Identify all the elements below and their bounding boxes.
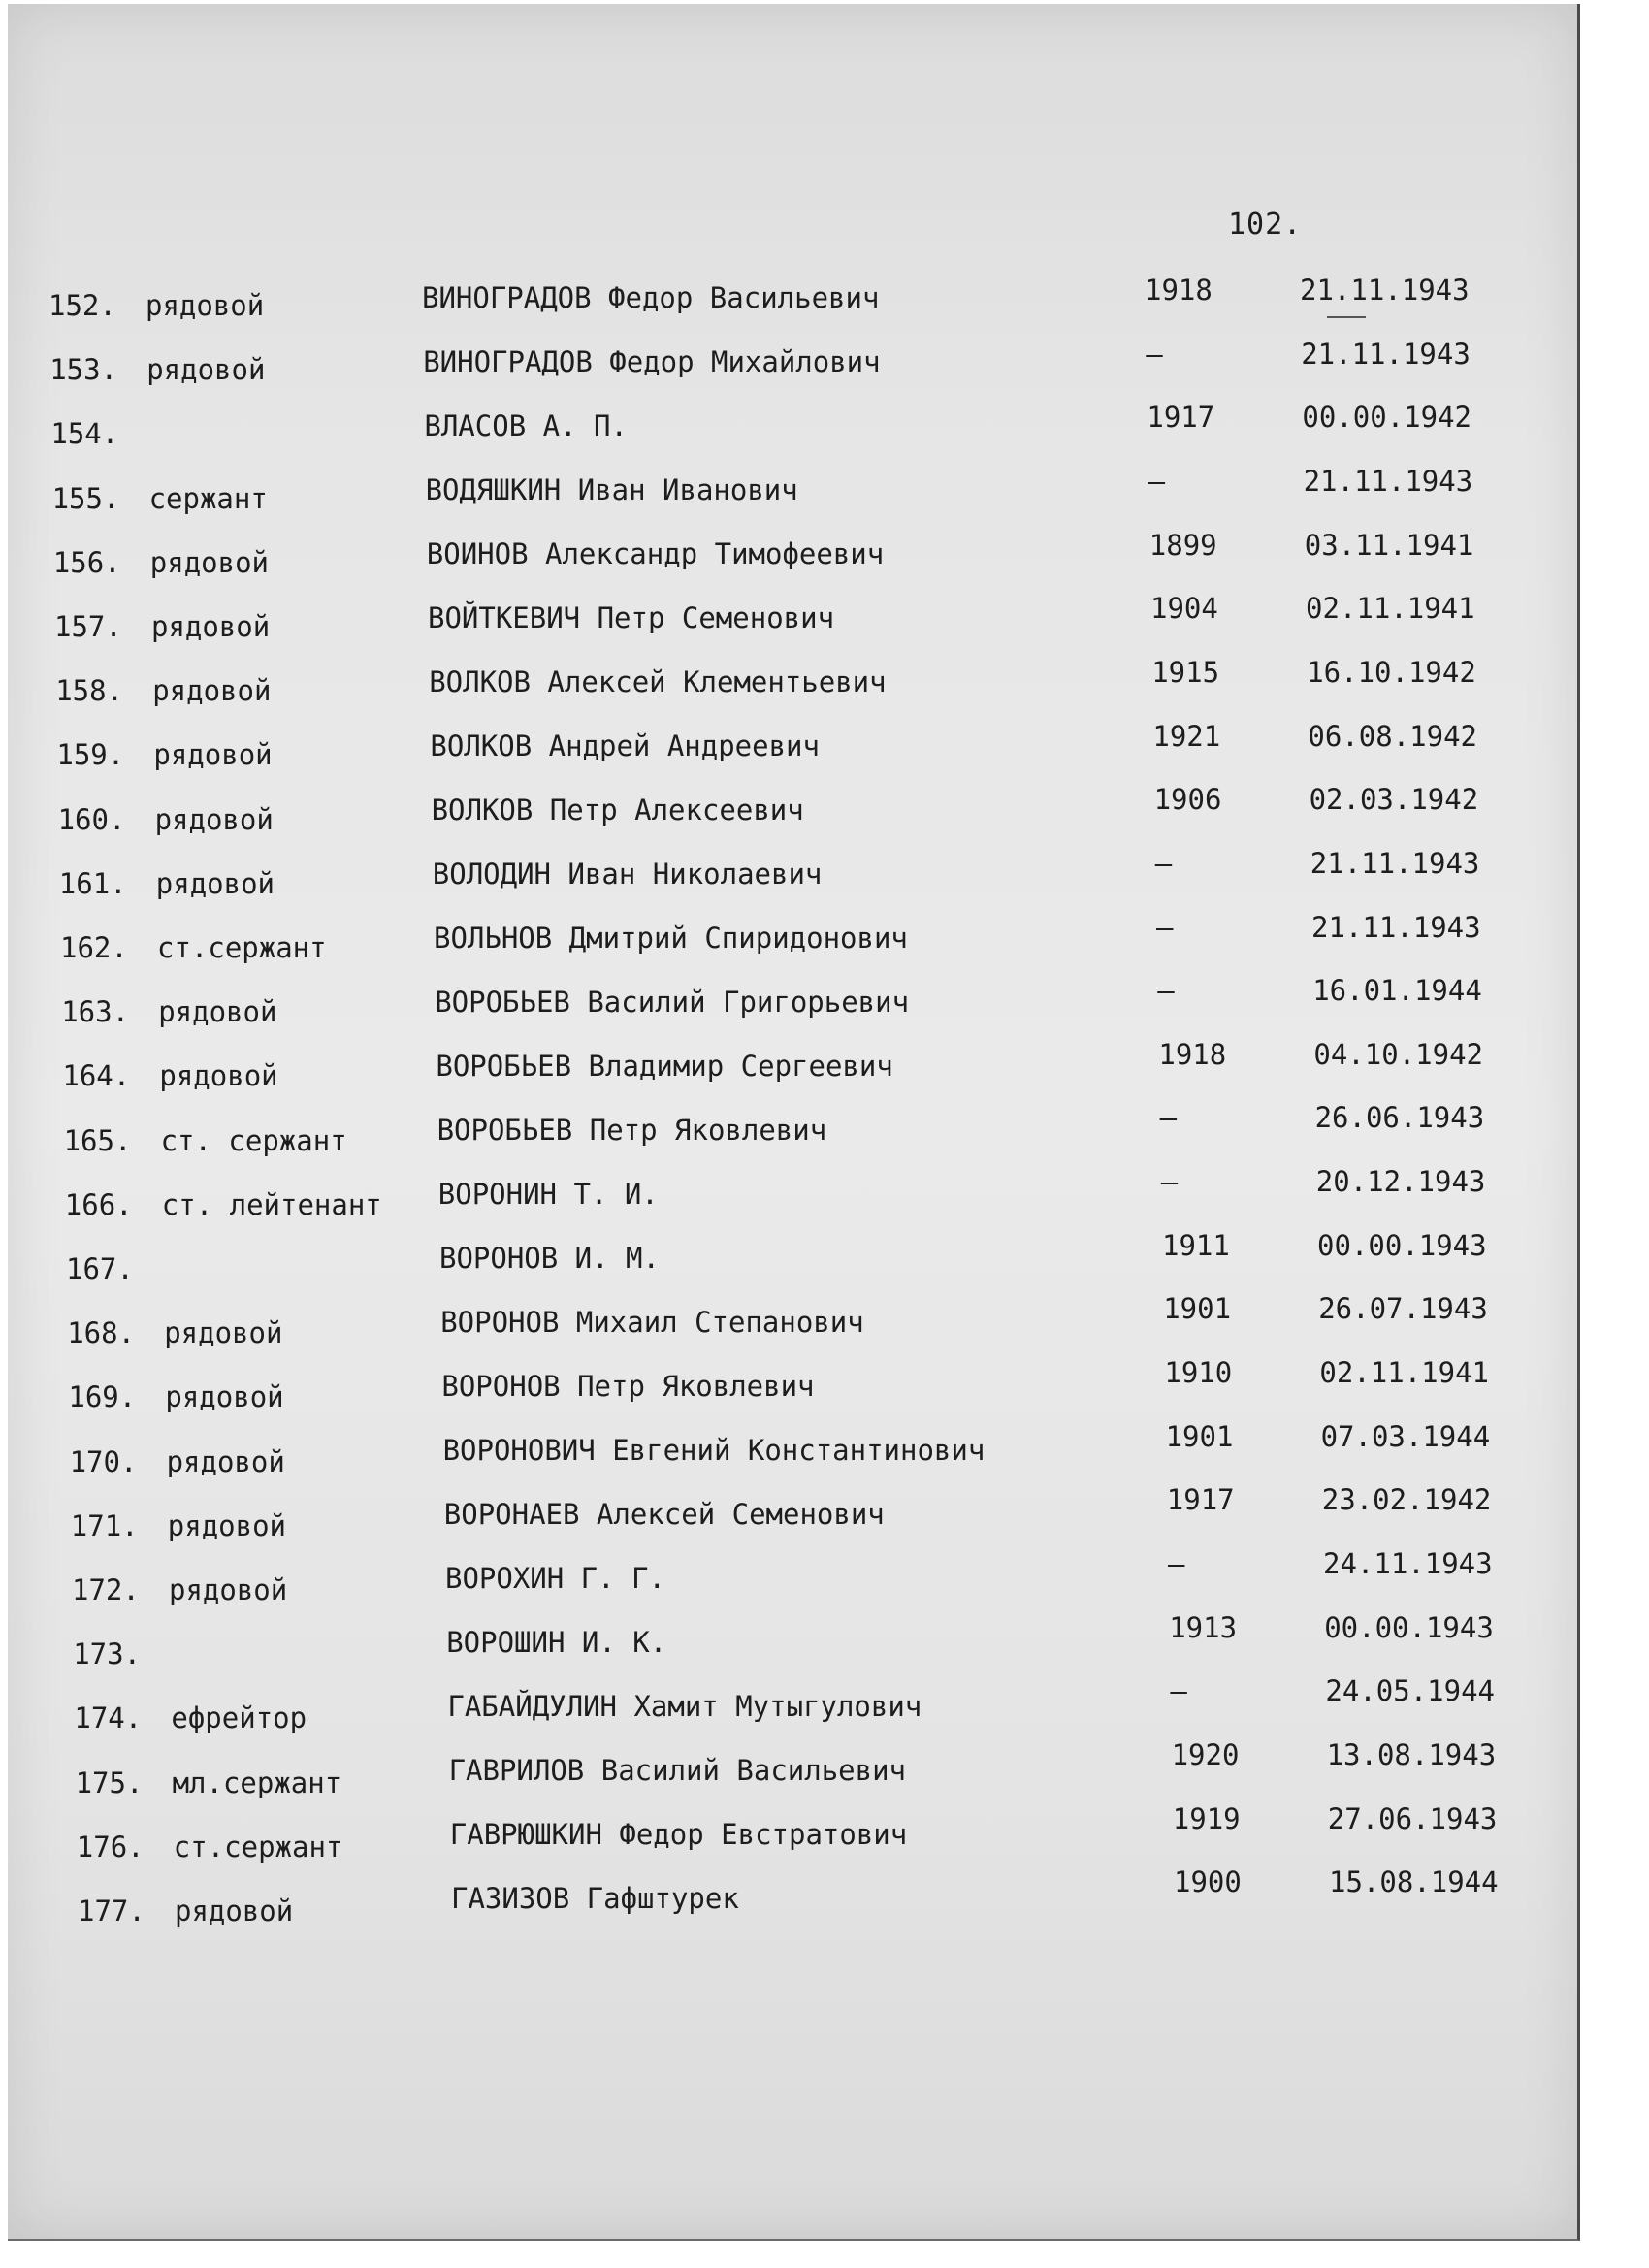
list-item	[63, 1101, 1635, 1163]
record-birth-year: 1921	[1152, 719, 1221, 753]
list-item	[52, 528, 1625, 585]
record-name: ВОЛЬНОВ Дмитрий Спиридонович	[434, 922, 908, 955]
record-number: 161.	[58, 866, 127, 900]
record-date: 02.03.1942	[1309, 783, 1479, 817]
record-name: ВИНОГРАДОВ Федор Васильевич	[422, 281, 880, 314]
record-number: 155.	[51, 481, 120, 515]
record-rank: рядовой	[159, 1059, 278, 1093]
list-item	[61, 974, 1633, 1034]
record-birth-year: 1911	[1162, 1228, 1230, 1262]
record-date: 06.08.1942	[1308, 719, 1477, 753]
list-item	[48, 274, 1620, 328]
record-rank: мл.сержант	[172, 1766, 342, 1799]
list-item	[64, 1165, 1636, 1227]
record-name: ВОРОБЬЕВ Петр Яковлевич	[436, 1114, 827, 1147]
list-item	[51, 464, 1624, 521]
record-date: 00.00.1943	[1324, 1610, 1494, 1644]
record-number: 172.	[72, 1573, 140, 1606]
record-number: 173.	[73, 1637, 142, 1671]
record-rank: рядовой	[165, 1380, 284, 1414]
record-date: 24.11.1943	[1323, 1547, 1493, 1580]
record-name: ВОЛКОВ Андрей Андреевич	[430, 729, 820, 762]
record-number: 166.	[64, 1187, 133, 1221]
record-name: ВОРОБЬЕВ Владимир Сергеевич	[436, 1050, 893, 1083]
record-number: 158.	[55, 674, 124, 708]
list-item	[62, 1037, 1633, 1098]
record-number: 162.	[60, 931, 128, 964]
record-rank: ст. сержант	[160, 1123, 347, 1157]
record-birth-year: 1904	[1150, 592, 1218, 626]
record-date: 16.01.1944	[1312, 974, 1482, 1008]
record-date: 21.11.1943	[1310, 846, 1480, 880]
record-number: 156.	[52, 545, 121, 579]
record-name: ГАВРЮШКИН Федор Евстратович	[449, 1818, 908, 1851]
record-date: 00.00.1943	[1317, 1228, 1487, 1262]
record-birth-year: –	[1148, 464, 1166, 498]
record-date: 24.05.1944	[1325, 1674, 1495, 1708]
record-rank: рядовой	[146, 353, 266, 387]
list-item	[68, 1356, 1639, 1419]
record-number: 154.	[50, 417, 119, 451]
record-rank: рядовой	[146, 289, 265, 322]
record-birth-year: –	[1168, 1547, 1185, 1580]
page-number: 102.	[1228, 208, 1303, 242]
record-rank: ст. лейтенант	[161, 1187, 382, 1221]
record-number: 153.	[49, 353, 118, 387]
list-item	[66, 1228, 1637, 1291]
record-date: 21.11.1943	[1303, 464, 1473, 498]
record-name: ВИНОГРАДОВ Федор Михайлович	[423, 345, 881, 378]
record-birth-year: 1901	[1163, 1292, 1232, 1326]
record-name: ГАВРИЛОВ Василий Васильевич	[448, 1754, 906, 1787]
record-date: 23.02.1942	[1321, 1483, 1492, 1517]
list-item	[70, 1483, 1642, 1548]
list-item	[60, 910, 1632, 970]
record-number: 159.	[56, 738, 125, 772]
record-date: 02.11.1941	[1306, 592, 1475, 626]
list-item	[75, 1737, 1647, 1805]
record-name: ВОРОНИН Т. И.	[437, 1178, 659, 1211]
list-item	[67, 1292, 1638, 1355]
record-date: 04.10.1942	[1313, 1037, 1483, 1071]
record-name: ВОЛКОВ Петр Алексеевич	[431, 794, 804, 826]
record-date: 13.08.1943	[1326, 1737, 1497, 1771]
record-number: 165.	[63, 1123, 132, 1157]
record-name: ВОДЯШКИН Иван Иванович	[425, 473, 798, 506]
record-number: 160.	[57, 802, 126, 836]
record-date: 02.11.1941	[1319, 1356, 1489, 1390]
record-rank: рядовой	[152, 674, 272, 708]
record-number: 171.	[70, 1508, 139, 1542]
list-item	[50, 401, 1622, 456]
record-number: 176.	[76, 1830, 145, 1863]
record-rank: рядовой	[175, 1895, 294, 1928]
record-birth-year: –	[1159, 1101, 1178, 1135]
record-birth-year: 1918	[1145, 274, 1212, 307]
record-number: 163.	[61, 995, 130, 1029]
record-rank: сержант	[148, 481, 268, 515]
record-date: 27.06.1943	[1327, 1801, 1498, 1835]
list-item	[74, 1674, 1645, 1740]
record-rank: рядовой	[154, 802, 274, 836]
record-date: 21.11.1943	[1311, 910, 1481, 944]
record-name: ВОЙТКЕВИЧ Петр Семенович	[428, 601, 835, 634]
record-rank: ст.сержант	[173, 1830, 343, 1863]
record-name: ГАЗИЗОВ Гафштурек	[451, 1882, 739, 1915]
record-birth-year: 1917	[1166, 1483, 1235, 1517]
record-birth-year: –	[1157, 974, 1175, 1008]
record-birth-year: 1915	[1151, 655, 1220, 689]
record-number: 167.	[66, 1252, 134, 1285]
record-rank: рядовой	[164, 1316, 283, 1350]
record-name: ВОРОНОВ Петр Яковлевич	[441, 1370, 815, 1403]
record-date: 20.12.1943	[1315, 1165, 1486, 1199]
record-number: 175.	[75, 1766, 144, 1799]
record-birth-year: –	[1170, 1674, 1187, 1708]
record-date: 00.00.1942	[1302, 401, 1471, 435]
record-name: ГАБАЙДУЛИН Хамит Мутыгулович	[447, 1690, 922, 1723]
record-birth-year: –	[1154, 846, 1173, 880]
record-rank: рядовой	[155, 866, 275, 900]
record-rank: рядовой	[167, 1508, 287, 1542]
record-name: ВОЛКОВ Алексей Клементьевич	[429, 665, 887, 698]
record-birth-year: –	[1160, 1165, 1179, 1199]
record-name: ВОЛОДИН Иван Николаевич	[432, 858, 823, 891]
list-item	[69, 1419, 1641, 1484]
record-rank: рядовой	[158, 995, 277, 1029]
record-birth-year: 1918	[1158, 1037, 1227, 1071]
record-name: ВОРОШИН И. К.	[446, 1626, 667, 1659]
record-birth-year: 1900	[1174, 1865, 1242, 1899]
record-name: ВОРОНОВ И. М.	[439, 1242, 660, 1275]
record-birth-year: –	[1156, 910, 1174, 944]
list-item	[78, 1865, 1649, 1933]
record-number: 169.	[68, 1380, 137, 1414]
list-item	[76, 1801, 1648, 1869]
list-item	[58, 846, 1631, 906]
record-number: 174.	[74, 1701, 143, 1735]
record-name: ВОРОХИН Г. Г.	[445, 1562, 665, 1595]
record-birth-year: 1899	[1148, 528, 1217, 562]
record-date: 26.07.1943	[1318, 1292, 1488, 1326]
record-date: 07.03.1944	[1320, 1419, 1491, 1453]
record-number: 177.	[78, 1895, 146, 1928]
record-rank: ефрейтор	[171, 1701, 307, 1735]
record-rank: рядовой	[153, 738, 273, 772]
record-number: 152.	[48, 289, 116, 322]
record-birth-year: 1901	[1165, 1419, 1234, 1453]
record-birth-year: 1910	[1164, 1356, 1233, 1390]
record-name: ВОРОНОВ Михаил Степанович	[440, 1306, 864, 1339]
record-birth-year: 1906	[1153, 783, 1222, 817]
record-number: 157.	[54, 610, 122, 643]
record-number: 168.	[67, 1316, 136, 1350]
list-item	[49, 337, 1621, 392]
record-date: 03.11.1941	[1304, 528, 1474, 562]
record-date: 16.10.1942	[1307, 655, 1476, 689]
record-birth-year: –	[1146, 337, 1163, 371]
record-rank: рядовой	[169, 1573, 288, 1606]
record-name: ВОРОНОВИЧ Евгений Константинович	[442, 1434, 986, 1467]
record-date: 21.11.1943	[1300, 274, 1470, 307]
list-item	[55, 655, 1627, 713]
record-date: 26.06.1943	[1314, 1101, 1485, 1135]
list-item	[72, 1547, 1643, 1612]
list-item	[56, 719, 1628, 777]
record-name: ВЛАСОВ А. П.	[424, 409, 628, 442]
record-birth-year: 1917	[1147, 401, 1215, 435]
record-rank: рядовой	[151, 610, 271, 643]
record-birth-year: 1919	[1172, 1801, 1241, 1835]
record-name: ВОРОНАЕВ Алексей Семенович	[443, 1498, 885, 1531]
record-rank: ст.сержант	[157, 931, 327, 964]
record-date: 21.11.1943	[1301, 337, 1471, 371]
record-name: ВОРОБЬЕВ Василий Григорьевич	[435, 986, 910, 1019]
list-item	[57, 783, 1630, 842]
record-date: 15.08.1944	[1329, 1865, 1499, 1899]
record-name: ВОИНОВ Александр Тимофеевич	[426, 537, 885, 570]
record-birth-year: 1920	[1171, 1737, 1240, 1771]
record-birth-year: 1913	[1169, 1610, 1238, 1644]
record-number: 170.	[69, 1444, 138, 1478]
record-rank: рядовой	[149, 545, 270, 579]
list-item	[73, 1610, 1644, 1676]
list-item	[54, 592, 1626, 649]
record-number: 164.	[62, 1059, 131, 1093]
record-rank: рядовой	[166, 1444, 285, 1478]
